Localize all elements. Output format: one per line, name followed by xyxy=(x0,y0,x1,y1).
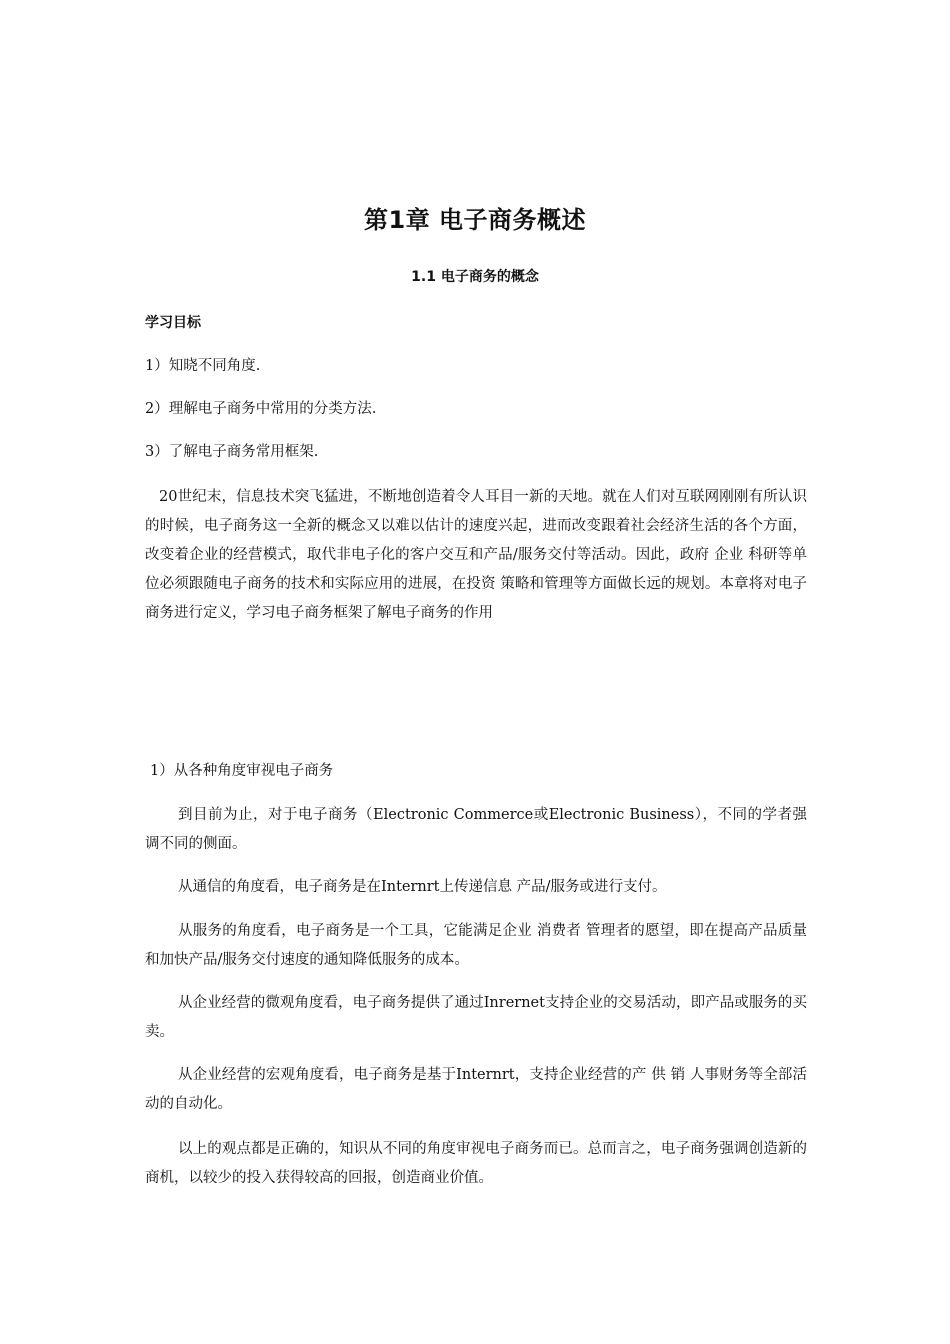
subsection-heading: 1）从各种角度审视电子商务 xyxy=(150,763,334,779)
objective-item-3: 3）了解电子商务常用框架. xyxy=(145,444,319,460)
objectives-heading: 学习目标 xyxy=(145,315,201,331)
body-paragraph-5: 从企业经营的宏观角度看，电子商务是基于Internrt，支持企业经营的产 供 销 人事财务等全部活动的自动化。 xyxy=(145,1067,807,1112)
objective-item-2: 2）理解电子商务中常用的分类方法. xyxy=(145,401,377,417)
objective-item-1: 1）知晓不同角度. xyxy=(145,358,261,374)
body-paragraph-3: 从服务的角度看，电子商务是一个工具，它能满足企业 消费者 管理者的愿望，即在提高产品质量和加快产品/服务交付速度的通知降低服务的成本。 xyxy=(145,923,807,968)
body-paragraph-2: 从通信的角度看，电子商务是在Internrt上传递信息 产品/服务或进行支付。 xyxy=(178,879,667,895)
body-paragraph-1: 到目前为止，对于电子商务（Electronic Commerce或Electronic Business），不同的学者强调不同的侧面。 xyxy=(145,807,807,852)
intro-paragraph: 20世纪末，信息技术突飞猛进，不断地创造着令人耳目一新的天地。就在人们对互联网刚刚有所认识的时候，电子商务这一全新的概念又以难以估计的速度兴起，进而改变跟着社会经济生活的各个方面，改变着企业的经营模式，取代非电子化的客户交互和产品/服务交付等活动。因此，政府 企业 科研等单位必须跟随电子商务的技术和实际应用的进展，在投资 策略和管理等方面做长远的规划。本章将对电子商务进行定义，学习电子商务框架了解电子商务的作用 xyxy=(145,489,807,621)
body-paragraph-4: 从企业经营的微观角度看，电子商务提供了通过Inrernet支持企业的交易活动，即产品或服务的买卖。 xyxy=(145,995,807,1040)
chapter-title: 第1章 电子商务概述 xyxy=(363,206,587,234)
body-paragraph-6: 以上的观点都是正确的，知识从不同的角度审视电子商务而已。总而言之，电子商务强调创造新的商机，以较少的投入获得较高的回报，创造商业价值。 xyxy=(145,1141,807,1186)
section-title: 1.1 电子商务的概念 xyxy=(411,269,539,285)
